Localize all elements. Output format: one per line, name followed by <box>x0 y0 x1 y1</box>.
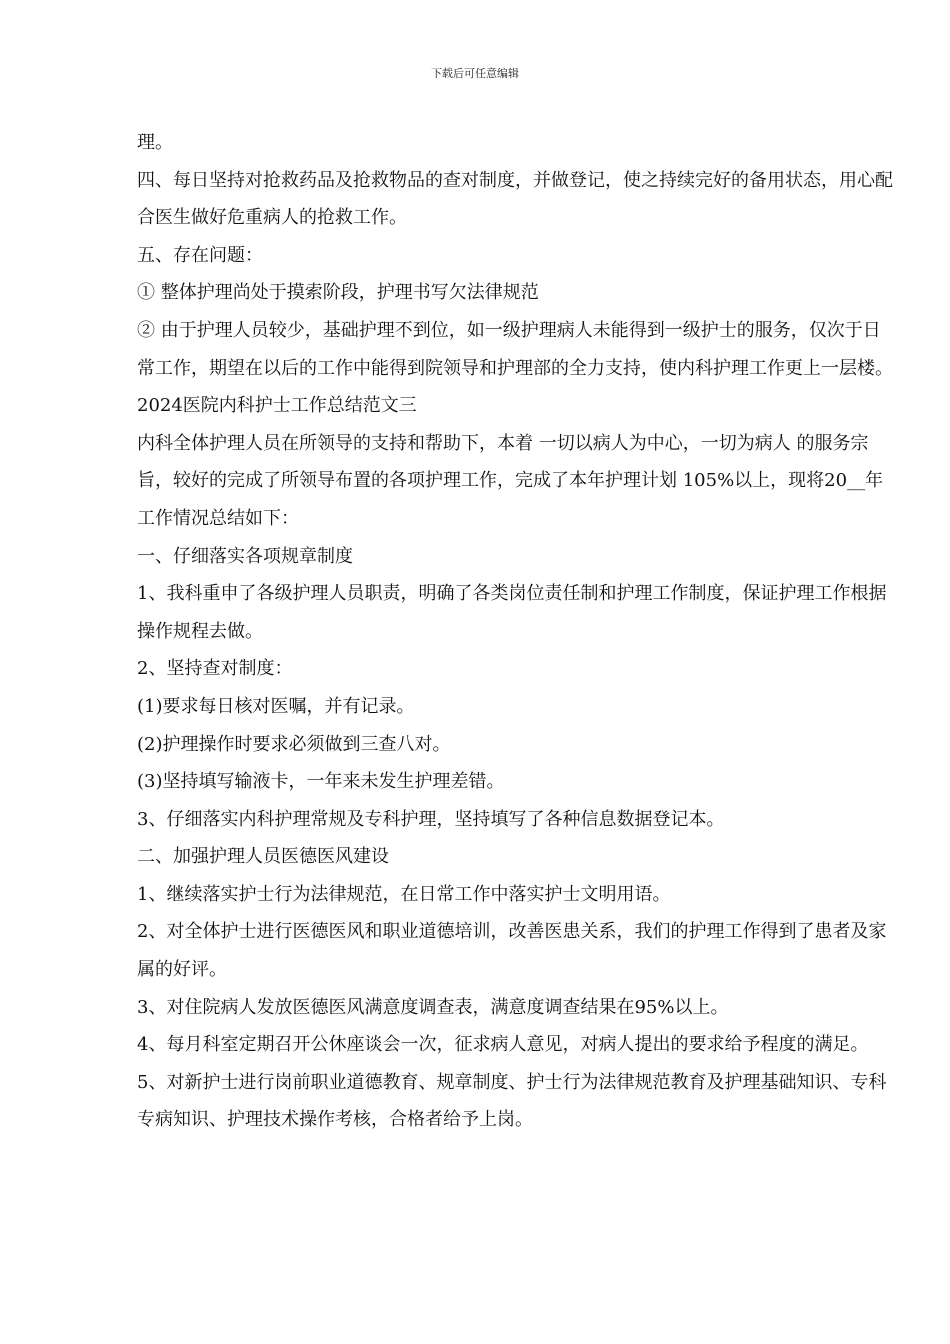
paragraph: 四、每日坚持对抢救药品及抢救物品的查对制度，并做登记，使之持续完好的备用状态，用心配合医生做好危重病人的抢救工作。 <box>137 169 893 229</box>
paragraph: 内科全体护理人员在所领导的支持和帮助下，本着 一切以病人为中心，一切为病人 的服务宗旨，较好的完成了所领导布置的各项护理工作，完成了本年护理计划 105%以上，现将20__年工作情况总结如下： <box>137 432 884 529</box>
list-item: 3、对住院病人发放医德医风满意度调查表，满意度调查结果在95%以上。 <box>137 996 729 1018</box>
list-item: 3、仔细落实内科护理常规及专科护理，坚持填写了各种信息数据登记本。 <box>137 808 725 830</box>
list-item: 2、对全体护士进行医德医风和职业道德培训，改善医患关系，我们的护理工作得到了患者及家属的好评。 <box>137 921 887 981</box>
sub-list-item: (3)坚持填写输液卡，一年来未发生护理差错。 <box>137 771 505 793</box>
paragraph: 理。 <box>137 132 173 153</box>
sub-list-item: (2)护理操作时要求必须做到三查八对。 <box>137 733 451 755</box>
list-item: 2、坚持查对制度： <box>137 658 293 680</box>
list-item: ① 整体护理尚处于摸索阶段，护理书写欠法律规范 <box>137 282 539 304</box>
document-body <box>137 124 897 1139</box>
list-item: 5、对新护士进行岗前职业道德教育、规章制度、护士行为法律规范教育及护理基础知识、专科专病知识、护理技术操作考核，合格者给予上岗。 <box>137 1071 887 1131</box>
section-heading: 五、存在问题： <box>137 244 263 266</box>
list-item: 1、我科重申了各级护理人员职责，明确了各类岗位责任制和护理工作制度，保证护理工作根据操作规程去做。 <box>137 583 887 642</box>
section-heading: 二、加强护理人员医德医风建设 <box>137 846 389 868</box>
page-header-note: 下载后可任意编辑 <box>431 67 519 80</box>
document-title: 2024医院内科护士工作总结范文三 <box>137 395 417 417</box>
section-heading: 一、仔细落实各项规章制度 <box>137 545 353 567</box>
sub-list-item: (1)要求每日核对医嘱，并有记录。 <box>137 695 415 717</box>
list-item: 4、每月科室定期召开公休座谈会一次，征求病人意见，对病人提出的要求给予程度的满足。 <box>137 1034 869 1056</box>
list-item: ② 由于护理人员较少，基础护理不到位，如一级护理病人未能得到一级护士的服务，仅次于日常工作，期望在以后的工作中能得到院领导和护理部的全力支持，使内科护理工作更上一层楼。 <box>137 319 893 379</box>
list-item: 1、继续落实护士行为法律规范，在日常工作中落实护士文明用语。 <box>137 883 671 905</box>
